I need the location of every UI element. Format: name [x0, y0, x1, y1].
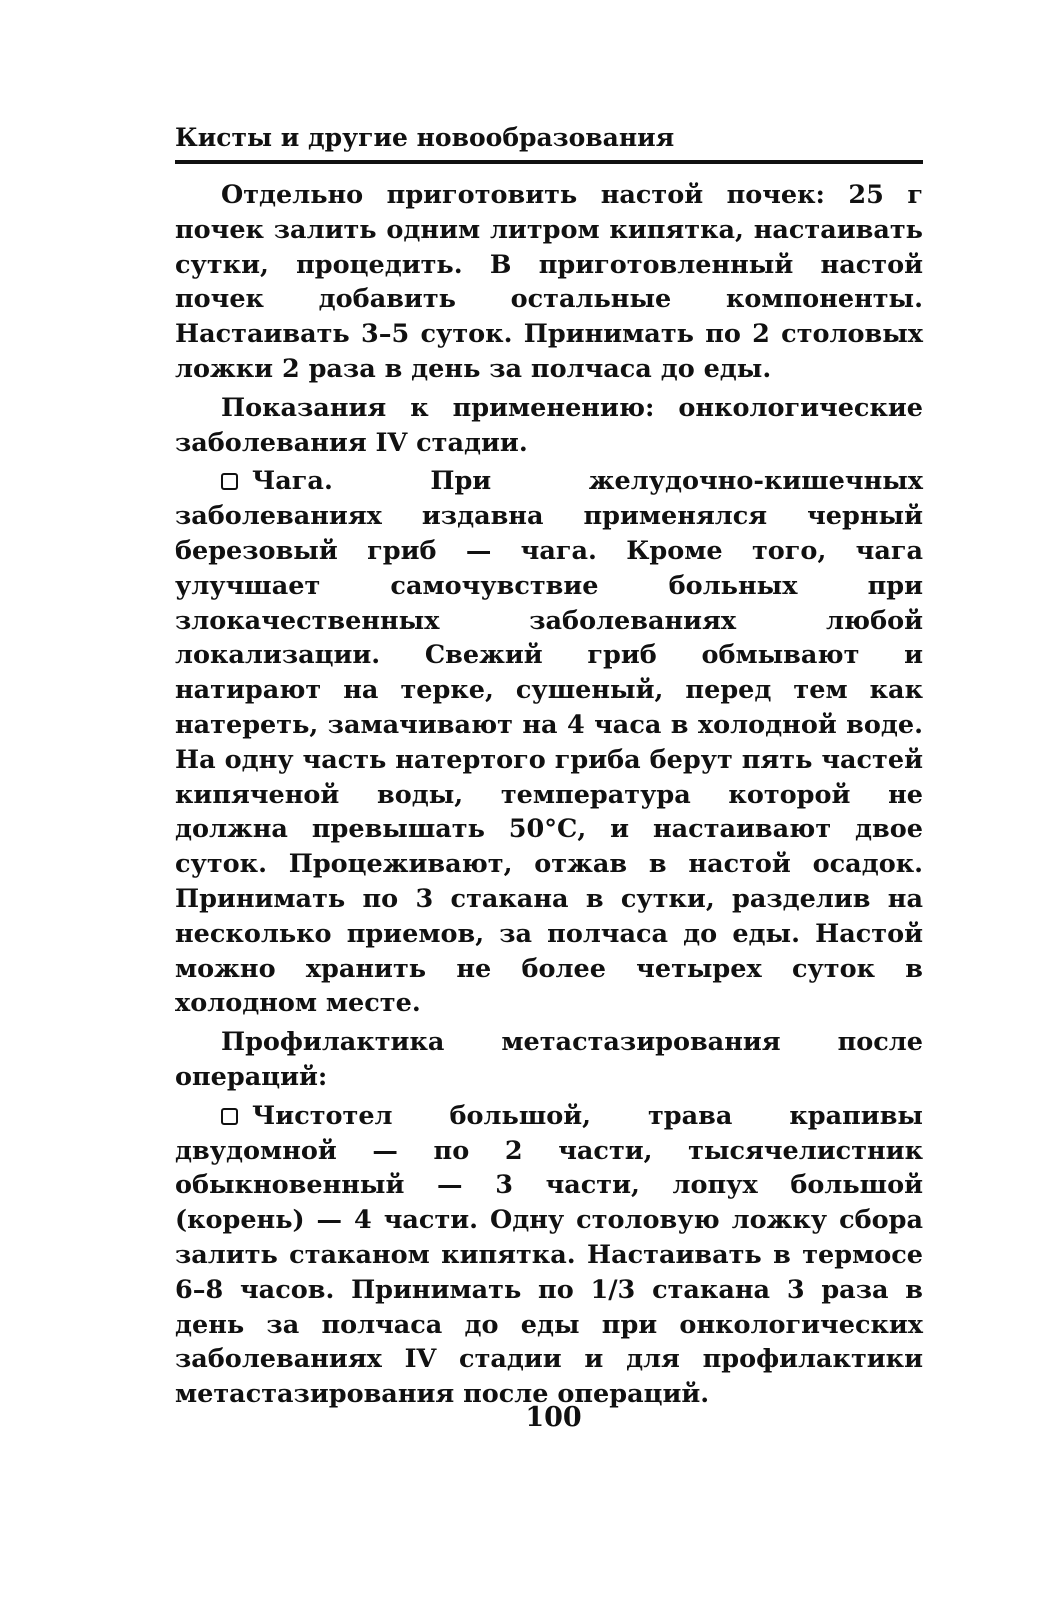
- paragraph-text: Чага. При желудочно-кишечных заболеваниях издавна применялся черный березовый гриб — чага. Кроме того, чага улучшает самочувствие больных при злокачественных заболеваниях любой локализации. Свежий гриб обмывают и натирают на терке, сушеный, перед тем как натереть, замачивают на 4 часа в холодной воде. На одну часть натертого гриба берут пять частей кипяченой воды, температура которой не должна превышать 50°С, и настаивают двое суток. Процеживают, отжав в настой осадок. Принимать по 3 стакана в сутки, разделив на несколько приемов, за полчаса до еды. Настой можно хранить не более четырех суток в холодном месте.: [175, 466, 923, 1019]
- paragraph-prophylaxis-heading: [175, 1025, 923, 1095]
- checkbox-bullet-icon: [221, 473, 238, 490]
- checkbox-bullet-icon: [221, 1108, 238, 1125]
- book-page: [175, 120, 923, 1416]
- paragraph-text: Профилактика метастазирования после операций:: [175, 1027, 923, 1092]
- paragraph-celandine: [175, 1099, 923, 1412]
- running-title: Кисты и другие новообразования: [175, 120, 923, 164]
- page-number-area: [0, 1398, 1047, 1438]
- page-number: 100: [525, 1402, 582, 1433]
- paragraph-text: Отдельно приготовить настой почек: 25 г почек залить одним литром кипятка, настаивать сутки, процедить. В приготовленный настой почек добавить остальные компоненты. Настаивать 3–5 суток. Принимать по 2 столовых ложки 2 раза в день за полчаса до еды.: [175, 180, 923, 384]
- paragraph-kidney-infusion: [175, 178, 923, 387]
- body-text: [175, 178, 923, 1412]
- paragraph-text: Показания к применению: онкологические заболевания IV стадии.: [175, 392, 923, 458]
- paragraph-indications: [175, 391, 923, 461]
- paragraph-chaga: [175, 464, 923, 1021]
- paragraph-text: Чистотел большой, трава крапивы двудомной — по 2 части, тысячелистник обыкновенный — 3 части, лопух большой (корень) — 4 части. Одну столовую ложку сбора залить стаканом кипятка. Настаивать в термосе 6–8 часов. Принимать по 1/3 стакана 3 раза в день за полчаса до еды при онкологических заболеваниях IV стадии и для профилактики метастазирования после операций.: [175, 1100, 923, 1410]
